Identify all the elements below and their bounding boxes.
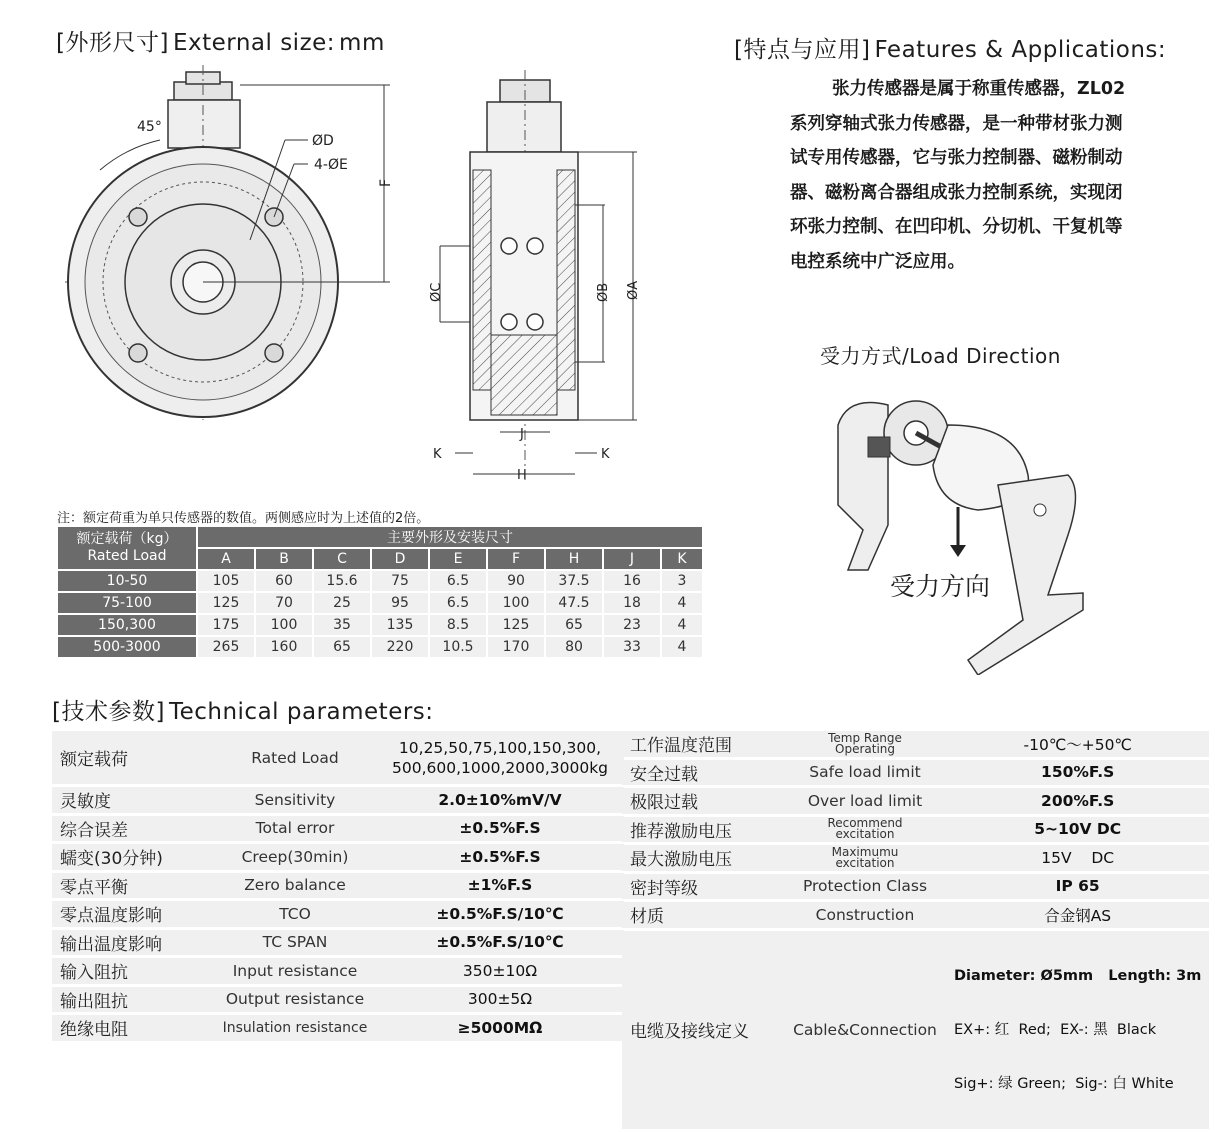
cell: 75 [372,571,428,591]
param-value: 5~10V DC [946,817,1209,843]
param-en: Safe load limit [784,760,946,786]
title-colon: : [326,30,336,56]
side-connector-body [487,102,561,152]
col-header: B [256,549,312,569]
load-direction-illustration [828,385,1098,675]
col-header: H [546,549,602,569]
table-row [52,816,624,842]
table-row [52,958,624,984]
param-cn: 输出阻抗 [52,987,214,1013]
table-row [52,731,624,784]
cell: 125 [198,593,254,613]
stand-left [838,403,888,571]
col-header: K [662,549,702,569]
table-row [52,787,624,813]
intro-line: 电控系统中广泛应用。 [790,251,965,272]
param-cn: 密封等级 [622,874,784,900]
title-cn: [技术参数] [52,699,165,725]
param-en [784,817,946,843]
table-row [622,731,1209,757]
param-value: ±0.5%F.S/10℃ [376,901,624,927]
side-view-drawing [425,70,660,490]
title-colon: : [425,699,434,725]
cell: 15.6 [314,571,370,591]
param-en: Rated Load [214,731,376,784]
cable-wire-line: Sig+: 绿 Green; Sig-: 白 White [954,1075,1174,1092]
param-value: 350±10Ω [376,958,624,984]
param-en-line: Maximumu [831,844,899,859]
param-cn: 材质 [622,902,784,928]
param-cn: 推荐激励电压 [622,817,784,843]
cell: 6.5 [430,571,486,591]
table-row [622,845,1209,871]
col-header: A [198,549,254,569]
features-intro [790,72,1190,279]
load-direction-title [820,340,1061,369]
tech-table-left [52,728,624,1044]
param-value [376,731,624,784]
cell: 60 [256,571,312,591]
label-c: ØC [429,282,444,302]
wall-left [473,170,491,390]
param-value: ±0.5%F.S [376,816,624,842]
cell: 80 [546,637,602,657]
param-en [784,845,946,871]
table-row [622,931,1209,1129]
row-load: 150,300 [58,615,196,635]
table-row [52,901,624,927]
param-cn: 零点温度影响 [52,901,214,927]
cell: 90 [488,571,544,591]
param-en [784,731,946,757]
title-unit: mm [339,30,385,56]
intro-line: 环张力控制、在凹印机、分切机、干复机等 [790,217,1123,237]
cell: 23 [604,615,660,635]
param-en: TCO [214,901,376,927]
wall-right [557,170,575,390]
table-row [52,873,624,899]
param-en-line: Temp Range [828,730,902,745]
table-row [52,930,624,956]
col-header: E [430,549,486,569]
angle-label: 45° [137,119,162,135]
param-value [946,931,1209,1129]
dims-note: 注：额定荷重为单只传感器的数值。两侧感应时为上述值的2倍。 [57,511,430,526]
cell: 65 [546,615,602,635]
intro-line: 张力传感器是属于称重传感器，ZL02 [832,79,1126,99]
external-size-title [56,24,385,57]
cable-spec: Diameter: Ø5mm Length: 3m [954,967,1202,984]
connector-small [868,437,890,457]
cell: 3 [662,571,702,591]
param-value: IP 65 [946,874,1209,900]
cell: 100 [488,593,544,613]
row-load: 10-50 [58,571,196,591]
param-cn: 安全过载 [622,760,784,786]
table-row [622,874,1209,900]
force-label: 受力方向 [890,572,991,601]
bolt-hole [129,344,147,362]
label-f: F [378,178,394,187]
dims-table [56,525,704,659]
col-header: J [604,549,660,569]
param-cn: 综合误差 [52,816,214,842]
param-en: Cable&Connection [784,931,946,1129]
param-en: Creep(30min) [214,844,376,870]
title-en: External size [172,30,327,56]
cell: 10.5 [430,637,486,657]
param-en-line: Recommend [827,816,903,831]
param-cn: 工作温度范围 [622,731,784,757]
table-row [622,788,1209,814]
front-view-drawing [60,60,420,430]
force-arrow-head [950,545,966,557]
cell: 25 [314,593,370,613]
param-en: Zero balance [214,873,376,899]
param-en: Protection Class [784,874,946,900]
load-direction-label: 受力方式/Load Direction [820,344,1061,368]
table-row [58,593,702,613]
param-value: 300±5Ω [376,987,624,1013]
table-row [622,902,1209,928]
bolt-hole [129,208,147,226]
connector-body [168,100,240,148]
label-k-left: K [433,447,442,462]
table-row [58,637,702,657]
cell: 4 [662,593,702,613]
cell: 4 [662,637,702,657]
label-j: J [520,427,524,442]
cell: 65 [314,637,370,657]
param-en-line: Operating [835,741,895,756]
label-e: 4-ØE [314,157,348,173]
col-header: F [488,549,544,569]
intro-line: 系列穿轴式张力传感器，是一种带材张力测 [790,113,1123,134]
param-cn: 电缆及接线定义 [622,931,784,1129]
label-k-right: K [601,447,610,462]
intro-line: 器、磁粉离合器组成张力控制系统，实现闭 [790,182,1123,203]
param-cn: 输入阻抗 [52,958,214,984]
param-value-line: 500,600,1000,2000,3000kg [391,758,609,777]
param-cn: 最大激励电压 [622,845,784,871]
label-a: ØA [626,280,641,300]
table-row [52,987,624,1013]
cell: 70 [256,593,312,613]
param-en: Over load limit [784,788,946,814]
tech-table-right [622,728,1209,1132]
row-load: 500-3000 [58,637,196,657]
cell: 35 [314,615,370,635]
shaft-end [1034,504,1046,516]
param-value-line: 10,25,50,75,100,150,300, [398,738,602,757]
title-colon: : [1157,37,1167,63]
title-cn: [特点与应用] [734,37,871,63]
param-en: Sensitivity [214,787,376,813]
table-row [58,615,702,635]
table-row [52,1015,624,1041]
table-row [622,760,1209,786]
cell: 18 [604,593,660,613]
label-b: ØB [596,282,611,302]
param-cn: 输出温度影响 [52,930,214,956]
features-title [734,31,1166,64]
param-value: 2.0±10%mV/V [376,787,624,813]
table-row [622,817,1209,843]
param-en-line: excitation [835,827,895,842]
col-header: C [314,549,370,569]
label-h: H [517,468,527,483]
cell: 100 [256,615,312,635]
param-cn: 绝缘电阻 [52,1015,214,1041]
param-en: Construction [784,902,946,928]
param-en: Total error [214,816,376,842]
cell: 33 [604,637,660,657]
table-row [58,571,702,591]
cable-wire-line: EX+: 红 Red; EX-: 黑 Black [954,1021,1157,1038]
param-value: 15V DC [946,845,1209,871]
col-header: D [372,549,428,569]
param-en: Output resistance [214,987,376,1013]
bearing-ball [501,238,517,254]
title-en: Technical parameters [168,699,426,725]
cell: 170 [488,637,544,657]
param-value: -10℃～+50℃ [946,731,1209,757]
cell: 220 [372,637,428,657]
param-en: Insulation resistance [214,1015,376,1041]
cell: 265 [198,637,254,657]
lower-block [491,335,557,415]
param-cn: 灵敏度 [52,787,214,813]
cell: 135 [372,615,428,635]
cell: 6.5 [430,593,486,613]
param-value: 150%F.S [946,760,1209,786]
param-cn: 蠕变(30分钟) [52,844,214,870]
param-cn: 额定载荷 [52,731,214,784]
param-value: ±0.5%F.S [376,844,624,870]
cell: 47.5 [546,593,602,613]
param-en: Input resistance [214,958,376,984]
param-en-line: excitation [835,855,895,870]
param-value: 合金钢AS [946,902,1209,928]
param-value: ±0.5%F.S/10℃ [376,930,624,956]
cell: 95 [372,593,428,613]
cell: 8.5 [430,615,486,635]
row-load: 75-100 [58,593,196,613]
bearing-ball [501,314,517,330]
param-value: ±1%F.S [376,873,624,899]
rated-load-en: Rated Load [87,548,167,564]
cell: 37.5 [546,571,602,591]
cell: 125 [488,615,544,635]
bearing-ball [527,238,543,254]
intro-line: 试专用传感器，它与张力控制器、磁粉制动 [790,148,1123,168]
param-en: TC SPAN [214,930,376,956]
title-en: Features & Applications [874,37,1158,63]
cell: 175 [198,615,254,635]
bolt-hole [265,344,283,362]
cell: 16 [604,571,660,591]
cell: 160 [256,637,312,657]
cell: 105 [198,571,254,591]
param-cn: 零点平衡 [52,873,214,899]
title-cn: [外形尺寸] [56,30,169,56]
cell: 4 [662,615,702,635]
param-value: 200%F.S [946,788,1209,814]
label-d: ØD [312,133,334,149]
param-cn: 极限过载 [622,788,784,814]
rated-load-header [58,527,196,569]
bearing-ball [527,314,543,330]
group-header: 主要外形及安装尺寸 [198,527,702,547]
technical-title [52,693,434,726]
table-row [52,844,624,870]
rated-load-cn: 额定载荷（kg） [76,531,178,547]
param-value: ≥5000MΩ [376,1015,624,1041]
